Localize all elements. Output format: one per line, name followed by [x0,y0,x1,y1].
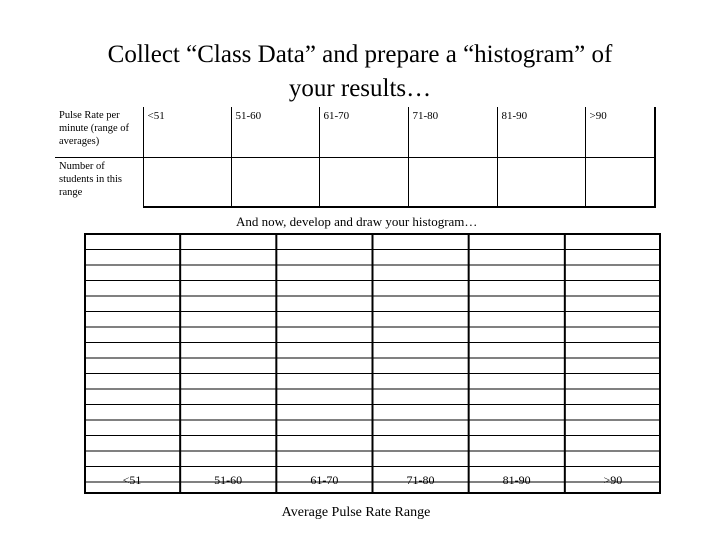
count-cell[interactable] [143,157,231,207]
range-cell: 61-70 [319,107,408,157]
count-cell[interactable] [319,157,408,207]
count-cell[interactable] [231,157,319,207]
class-data-table [55,107,656,208]
count-cell[interactable] [408,157,497,207]
range-cell: >90 [585,107,655,157]
pulse-rate-row-label: Pulse Rate per minute (range of averages) [55,107,143,157]
histogram-grid [84,233,661,494]
histogram-grid-lines [84,233,661,494]
title-line-2: your results… [288,75,432,102]
count-cell[interactable] [585,157,655,207]
x-tick-label: 51-60 [214,473,243,487]
x-tick-label: <51 [122,473,142,487]
student-count-row-label: Number of students in this range [55,157,143,207]
range-cell: 81-90 [497,107,585,157]
pulse-rate-row [55,107,655,157]
range-cell: <51 [143,107,231,157]
count-cell[interactable] [497,157,585,207]
x-tick-label: 71-80 [406,473,435,487]
range-cell: 51-60 [231,107,319,157]
title-line-1: Collect “Class Data” and prepare a “histogram” of [107,41,613,68]
range-cell: 71-80 [408,107,497,157]
histogram-instruction: And now, develop and draw your histogram… [236,214,478,229]
x-tick-label: 81-90 [502,473,531,487]
student-count-row [55,157,655,207]
histogram-x-axis-title: Average Pulse Rate Range [281,505,431,520]
x-tick-label: >90 [603,473,623,487]
histogram-x-labels [84,473,661,489]
x-tick-label: 61-70 [310,473,339,487]
slide-title [60,38,660,106]
